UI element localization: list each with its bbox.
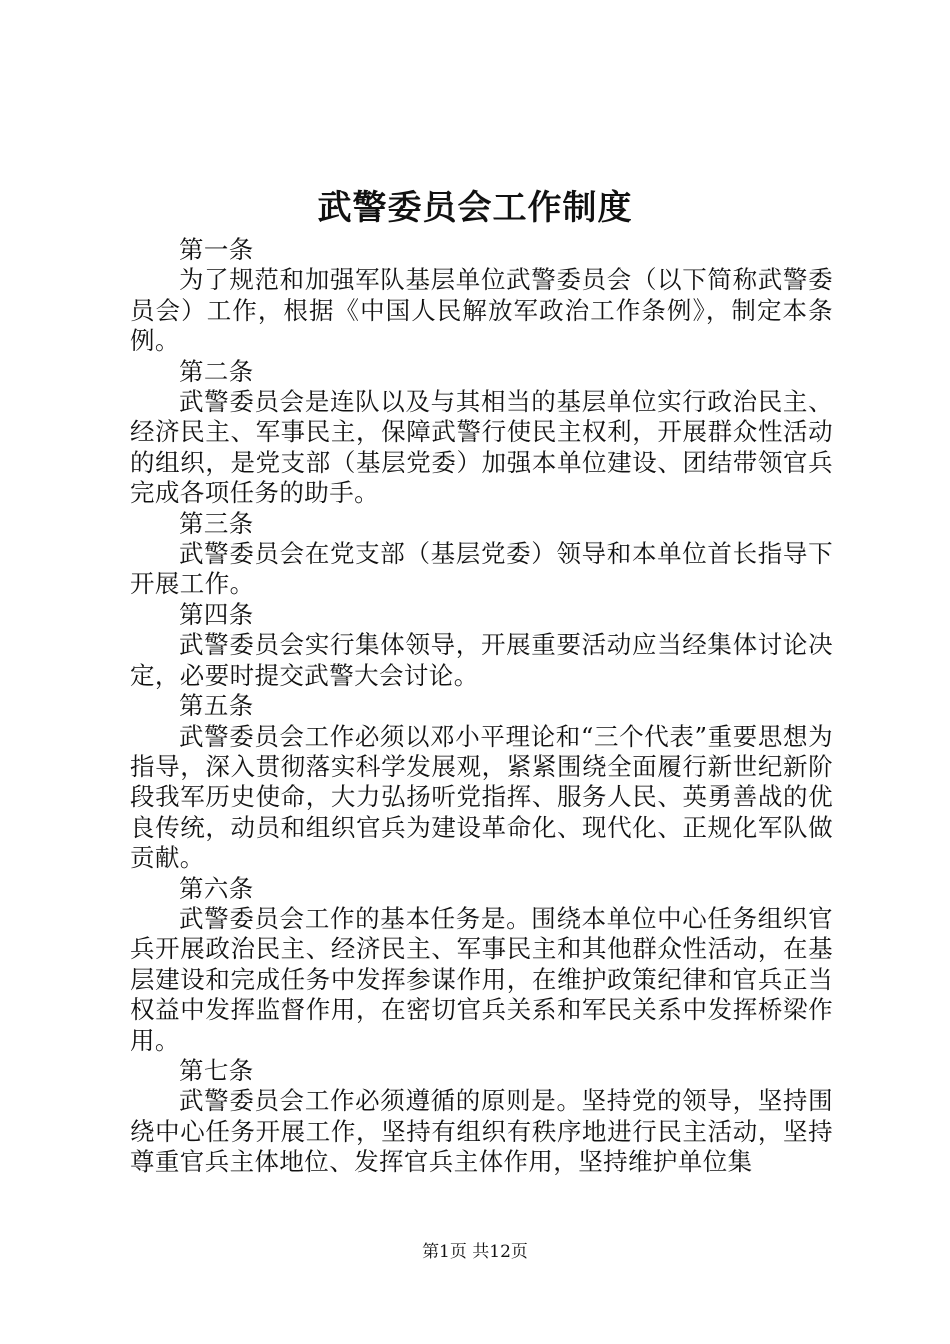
article-heading: 第四条 [179,599,254,629]
article-text: 武警委员会实行集体领导，开展重要活动应当经集体讨论决定，必要时提交武警大会讨论。 [130,630,833,690]
article-heading: 第一条 [179,235,254,264]
article-heading: 第六条 [179,873,254,903]
article-heading: 第七条 [179,1055,254,1085]
article-text: 武警委员会工作的基本任务是。围绕本单位中心任务组织官兵开展政治民主、经济民主、军事民主和其他群众性活动，在基层建设和完成任务中发挥参谋作用，在维护政策纪律和官兵正当权益中发挥监督作用，在密切官兵关系和军民关系中发挥桥梁作用。 [130,903,833,1055]
document-body [130,235,833,1178]
article-heading: 第三条 [179,508,254,538]
article-heading: 第五条 [179,691,254,721]
article-text: 为了规范和加强军队基层单位武警委员会（以下简称武警委员会）工作，根据《中国人民解放军政治工作条例》，制定本条例。 [130,265,833,356]
article-text: 武警委员会在党支部（基层党委）领导和本单位首长指导下开展工作。 [130,539,833,599]
article-text: 武警委员会工作必须以邓小平理论和“三个代表”重要思想为指导，深入贯彻落实科学发展观，紧紧围绕全面履行新世纪新阶段我军历史使命，大力弘扬听党指挥、服务人民、英勇善战的优良传统，动员和组织官兵为建设革命化、现代化、正规化军队做贡献。 [130,721,833,873]
article-text: 武警委员会是连队以及与其相当的基层单位实行政治民主、经济民主、军事民主，保障武警行使民主权利，开展群众性活动的组织，是党支部（基层党委）加强本单位建设、团结带领官兵完成各项任务的助手。 [130,387,833,508]
document-title: 武警委员会工作制度 [317,188,633,228]
article-heading: 第二条 [179,356,254,386]
page-number-footer: 第1页 共12页 [422,1242,528,1262]
article-text: 武警委员会工作必须遵循的原则是。坚持党的领导，坚持围绕中心任务开展工作，坚持有组织有秩序地进行民主活动，坚持尊重官兵主体地位、发挥官兵主体作用，坚持维护单位集 [130,1086,833,1177]
